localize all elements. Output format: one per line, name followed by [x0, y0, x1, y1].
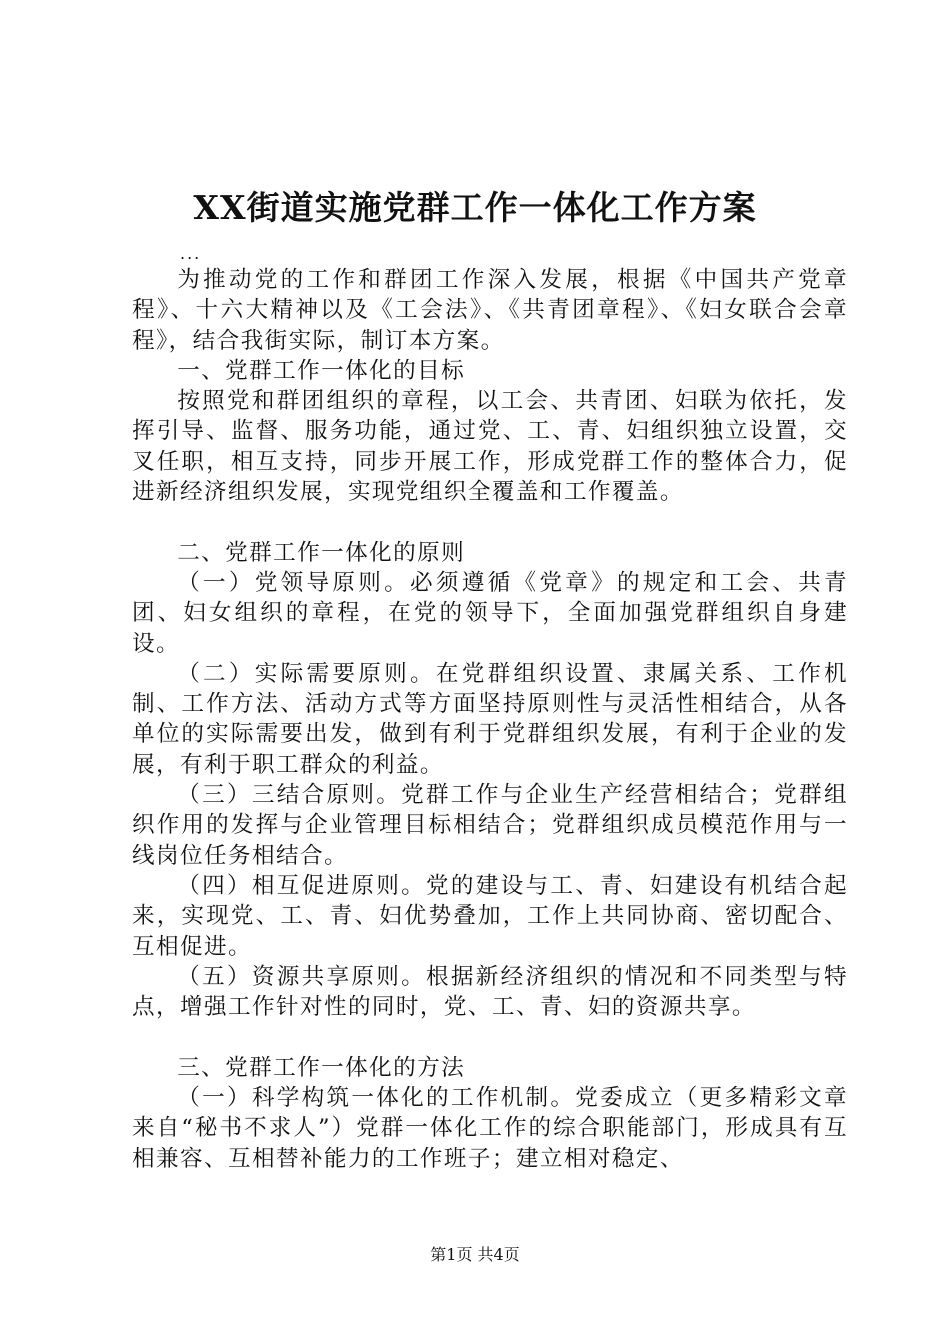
principle-paragraph-3: （三）三结合原则。党群工作与企业生产经营相结合；党群组织作用的发挥与企业管理目标相结合；党群组织成员模范作用与一线岗位任务相结合。: [132, 782, 848, 869]
section-heading-methods: 三、党群工作一体化的方法: [177, 1054, 466, 1081]
principle-paragraph-4: （四）相互促进原则。党的建设与工、青、妇建设有机结合起来，实现党、工、青、妇优势叠加，工作上共同协商、密切配合、互相促进。: [132, 872, 848, 960]
document-title: XX街道实施党群工作一体化工作方案: [193, 188, 757, 227]
goal-paragraph: 按照党和群团组织的章程，以工会、共青团、妇联为依托，发挥引导、监督、服务功能，通过党、工、青、妇组织独立设置，交叉任职，相互支持，同步开展工作，形成党群工作的整体合力，促进新经济组织发展，实现党组织全覆盖和工作覆盖。: [132, 388, 848, 506]
principle-paragraph-2: （二）实际需要原则。在党群组织设置、隶属关系、工作机制、工作方法、活动方式等方面坚持原则性与灵活性相结合，从各单位的实际需要出发，做到有利于党群组织发展，有利于企业的发展，有利于职工群众的利益。: [132, 660, 848, 778]
page-footer: 第1页 共4页: [430, 1245, 520, 1264]
ellipsis-marker: ...: [180, 244, 202, 263]
intro-paragraph: 为推动党的工作和群团工作深入发展，根据《中国共产党章程》、十六大精神以及《工会法》、《共青团章程》、《妇女联合会章程》，结合我街实际，制订本方案。: [132, 267, 848, 354]
method-paragraph-1: （一）科学构筑一体化的工作机制。党委成立（更多精彩文章来自“秘书不求人”）党群一体化工作的综合职能部门，形成具有互相兼容、互相替补能力的工作班子；建立相对稳定、: [132, 1085, 848, 1172]
principle-paragraph-5: （五）资源共享原则。根据新经济组织的情况和不同类型与特点，增强工作针对性的同时，党、工、青、妇的资源共享。: [132, 963, 848, 1021]
section-heading-goal: 一、党群工作一体化的目标: [177, 357, 466, 384]
principle-paragraph-1: （一）党领导原则。必须遵循《党章》的规定和工会、共青团、妇女组织的章程，在党的领导下，全面加强党群组织自身建设。: [132, 569, 848, 657]
section-heading-principles: 二、党群工作一体化的原则: [177, 539, 466, 566]
document-body: [132, 265, 848, 1174]
